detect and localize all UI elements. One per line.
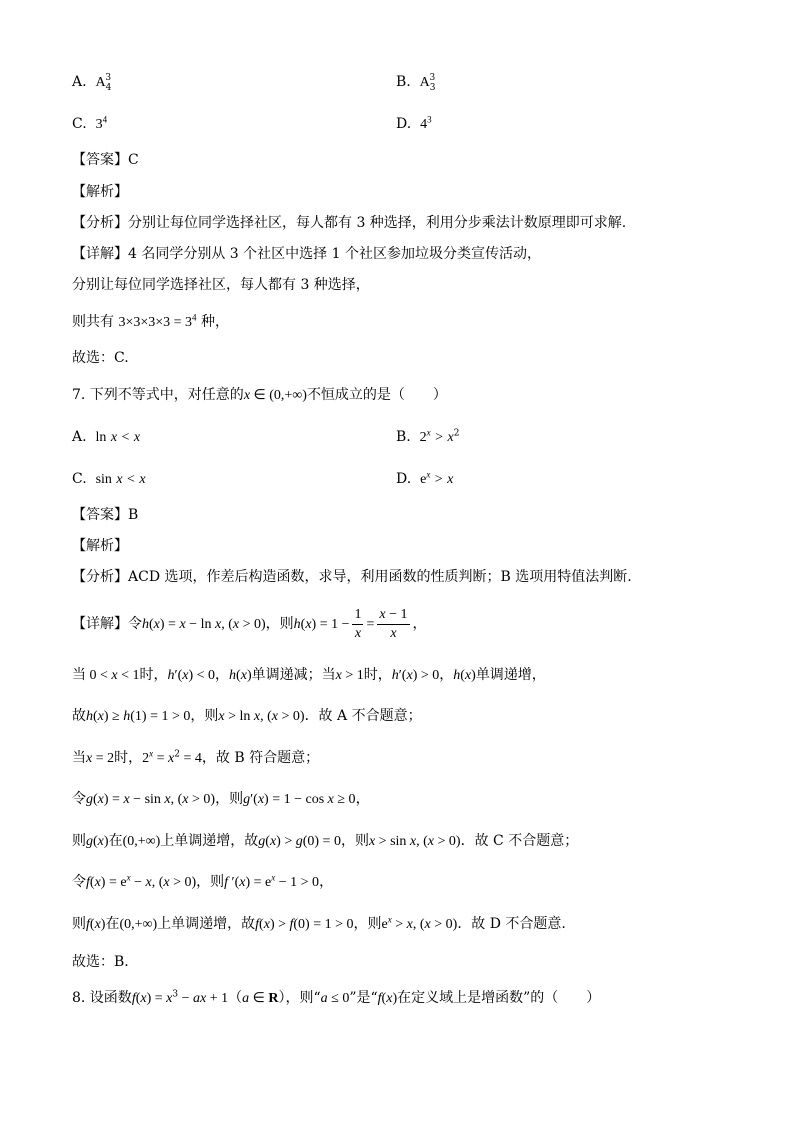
q7-stem: 7. 下列不等式中，对任意的x ∈ (0,+∞)不恒成立的是（ ） (72, 387, 447, 403)
q7-option-c: C. sin x < x (72, 471, 146, 487)
q7-fenxi: 【分析】ACD 选项，作差后构造函数，求导，利用函数的性质判断；B 选项用特值法判断. (72, 569, 632, 585)
q7-answer: 【答案】B (72, 507, 139, 523)
q7-choose: 故选：B. (72, 954, 129, 970)
q7-option-d: D. $e^x > x$ (396, 469, 454, 487)
q7-detail-5: 令g(x) = x − sin x, (x > 0)，则g′(x) = 1 − cos x ≥ 0， (72, 791, 370, 807)
q6-option-c: C. $3^4$ (72, 114, 108, 132)
q6-xiangjie-3: 则共有 $3\times 3\times 3\times 3 = 3^4$ 种， (72, 312, 229, 330)
q6-analysis-title: 【解析】 (72, 184, 128, 200)
q6-fenxi: 【分析】分别让每位同学选择社区，每人都有 3 种选择，利用分步乘法计数原理即可求解. (72, 215, 627, 231)
q8-stem: 8. 设函数$f(x) = x^3$ − ax + 1（a ∈ R），则“a ≤ 0”是“f(x)在定义域上是增函数”的（ ） (72, 989, 601, 1006)
q7-detail-1: 【详解】令h(x) = x − ln x, (x > 0)，则h(x) = 1 − $\frac{1}{x}$ = $\frac{x - 1}{x}$ ， (72, 606, 427, 641)
q6-xiangjie-2: 分别让每位同学选择社区，每人都有 3 种选择， (72, 277, 370, 293)
q6-option-a: A. $A_4^3$ (72, 73, 112, 93)
q7-detail-4: 当x = 2时，$2^x = x^2 = 4$，故 B 符合题意； (72, 748, 320, 766)
q7-option-a: A. ln x < x (72, 429, 141, 445)
q7-detail-3: 故h(x) ≥ h(1) = 1 > 0，则x > ln x, (x > 0)．故 A 不合题意； (72, 708, 422, 724)
q7-detail-2: 当 0 < x < 1时，h′(x) < 0，h(x)单调递减；当x > 1时，h′(x) > 0，h(x)单调递增， (72, 667, 546, 683)
q6-answer: 【答案】C (72, 152, 139, 168)
q7-analysis-title: 【解析】 (72, 538, 128, 554)
q7-detail-8: 则f(x)在(0,+∞)上单调递增，故f(x) > f(0) = 1 > 0，则$e^x > x$, (x > 0)．故 D 不合题意. (72, 914, 566, 932)
q7-detail-7: 令$f(x) = e^x - x$, (x > 0)，则f $'(x) = e^x - 1 > 0$， (72, 872, 334, 890)
q6-option-d: D. $4^3$ (396, 114, 432, 132)
q6-option-b: B. $A_3^3$ (396, 73, 436, 93)
q7-detail-6: 则g(x)在(0,+∞)上单调递增，故g(x) > g(0) = 0，则x > sin x, (x > 0)．故 C 不合题意； (72, 833, 579, 849)
q7-option-b: B. $2^x > x^2$ (396, 427, 460, 445)
q6-choose: 故选：C. (72, 350, 129, 366)
q6-xiangjie-1: 【详解】4 名同学分别从 3 个社区中选择 1 个社区参加垃圾分类宣传活动， (72, 246, 541, 262)
